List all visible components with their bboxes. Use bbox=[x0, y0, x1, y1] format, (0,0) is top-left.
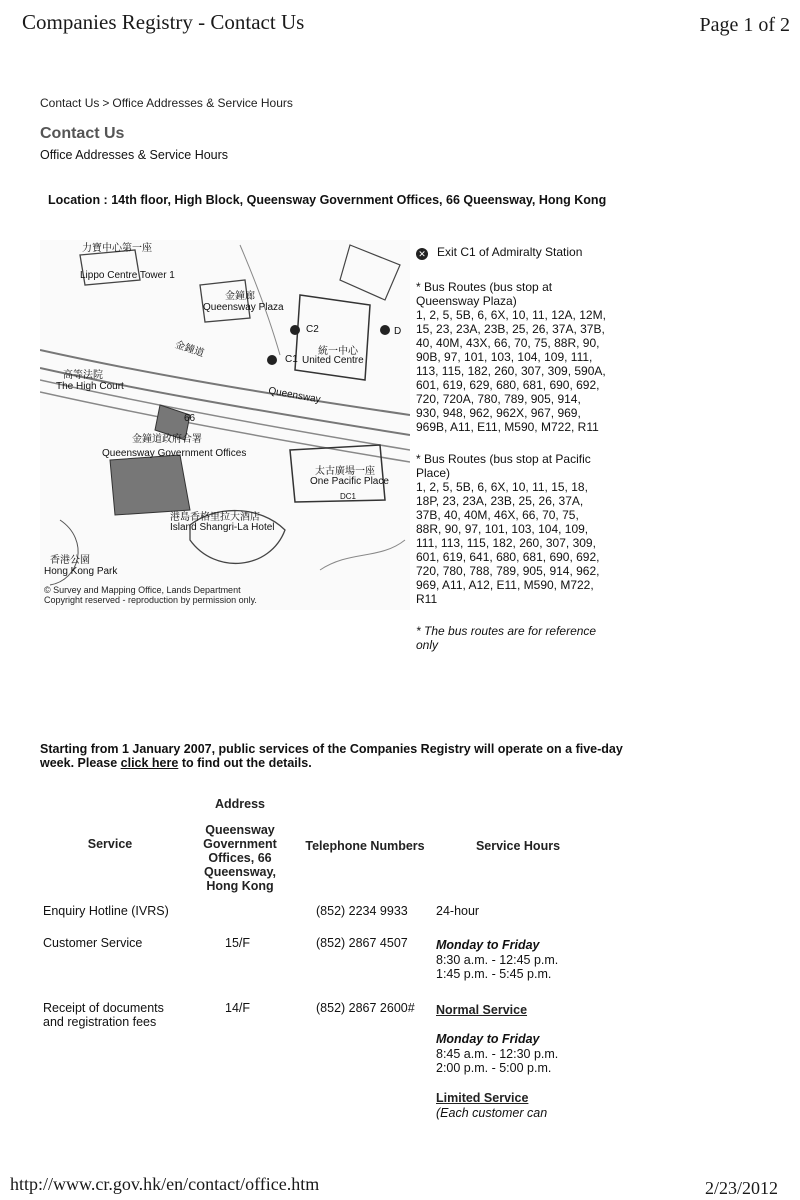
map-label-qgo-en: Queensway Government Offices bbox=[102, 448, 247, 459]
header-address-group: Address bbox=[214, 797, 266, 811]
bus-routes-pacific-list: 1, 2, 5, 5B, 6, 6X, 10, 11, 15, 18, 18P, 23, 23A, 23B, 25, 26, 37A, 37B, 40, 40M, 46X, 66, 70, 75, 88R, 90, 97, 101, 103, 104, 109, 111, 113, 115, 182, 260, 307, 309, 601, 619, 641, 680, 681, 690, 692, 720, 780, 788, 789, 905, 914, 962, 969, A11, A12, E11, M590, M722, R11 bbox=[416, 480, 600, 606]
row-receipt-days: Monday to Friday bbox=[436, 1032, 540, 1046]
notice-text-after: to find out the details. bbox=[181, 756, 312, 770]
row-receipt-slot2: 2:00 p.m. - 5:00 p.m. bbox=[436, 1061, 552, 1075]
bus-routes-queensway-title: * Bus Routes (bus stop at Queensway Plaza) bbox=[416, 280, 553, 308]
header-service-hours: Service Hours bbox=[475, 839, 561, 853]
map-label-lippo-en: Lippo Centre Tower 1 bbox=[80, 270, 175, 281]
map-label-66: 66 bbox=[184, 413, 196, 424]
map-label-united-zh: 統一中心 bbox=[318, 346, 358, 357]
mtr-exit-text: Exit C1 of Admiralty Station bbox=[437, 245, 583, 259]
row-customer-floor: 15/F bbox=[225, 936, 251, 950]
row-customer-slot1: 8:30 a.m. - 12:45 p.m. bbox=[436, 953, 559, 967]
map-label-hkpark-en: Hong Kong Park bbox=[44, 566, 118, 577]
map-label-road-zh: 金鐘道 bbox=[173, 339, 206, 360]
map-label-shangrila-en: Island Shangri-La Hotel bbox=[170, 522, 275, 533]
breadcrumb bbox=[40, 96, 293, 110]
map-label-d: D bbox=[394, 326, 402, 337]
notice-text-before: Starting from 1 January 2007, public services of the Companies Registry will operate on a five-day week. Please bbox=[40, 742, 623, 770]
map-label-queensway: Queensway bbox=[267, 385, 322, 406]
map-copyright-line-2: Copyright reserved - reproduction by permission only. bbox=[44, 595, 257, 605]
breadcrumb-separator: > bbox=[102, 96, 110, 110]
mtr-icon: ✕ bbox=[416, 248, 428, 260]
bus-routes-pacific-title: * Bus Routes (bus stop at Pacific Place) bbox=[416, 452, 591, 480]
map-copyright bbox=[44, 585, 257, 605]
mtr-exit-d-marker bbox=[380, 325, 390, 335]
page-number: Page 1 of 2 bbox=[699, 14, 790, 36]
map-label-opp-zh: 太古廣場一座 bbox=[315, 466, 375, 477]
map-copyright-line-1: © Survey and Mapping Office, Lands Department bbox=[44, 585, 241, 595]
header-address: Queensway Government Offices, 66 Queensway, Hong Kong bbox=[203, 823, 277, 893]
map-label-opp-en: One Pacific Place bbox=[310, 476, 389, 487]
notice-click-here-link[interactable]: click here bbox=[120, 756, 179, 770]
row-receipt-phone: (852) 2867 2600# bbox=[316, 1001, 415, 1015]
map-label-qplaza-en: Queensway Plaza bbox=[203, 302, 284, 313]
map-label-united-en: United Centre bbox=[302, 355, 364, 366]
transport-info bbox=[416, 245, 606, 652]
row-customer-days: Monday to Friday bbox=[436, 938, 540, 952]
map-label-c2: C2 bbox=[306, 324, 319, 335]
page-footer-url: http://www.cr.gov.hk/en/contact/office.htm bbox=[10, 1174, 320, 1194]
row-receipt-slot1: 8:45 a.m. - 12:30 p.m. bbox=[436, 1047, 559, 1061]
page-title: Contact Us bbox=[40, 125, 125, 142]
row-receipt-normal-service[interactable]: Normal Service bbox=[436, 1003, 528, 1017]
page-footer-date: 2/23/2012 bbox=[704, 1178, 778, 1198]
row-customer-slot2: 1:45 p.m. - 5:45 p.m. bbox=[436, 967, 552, 981]
page-header-title: Companies Registry - Contact Us bbox=[22, 10, 305, 34]
header-telephone: Telephone Numbers bbox=[305, 839, 425, 853]
breadcrumb-link-contact[interactable]: Contact Us bbox=[40, 96, 100, 110]
map-label-dc1: DC1 bbox=[340, 492, 357, 501]
map-label-lippo-zh: 力寶中心第一座 bbox=[82, 243, 152, 254]
map-label-hkpark-zh: 香港公園 bbox=[50, 555, 90, 566]
map-label-highcourt-en: The High Court bbox=[56, 381, 124, 392]
five-day-week-notice bbox=[40, 742, 630, 770]
mtr-exit-c1-marker bbox=[267, 355, 277, 365]
map-label-qplaza-zh: 金鐘廊 bbox=[225, 291, 255, 302]
header-service: Service bbox=[87, 837, 133, 851]
row-receipt-service: Receipt of documents and registration fees bbox=[43, 1001, 164, 1029]
map-label-c1: C1 bbox=[285, 354, 298, 365]
page-subtitle: Office Addresses & Service Hours bbox=[40, 148, 229, 162]
map-label-shangrila-zh: 港島香格里拉大酒店 bbox=[170, 512, 260, 523]
bus-routes-queensway-list: 1, 2, 5, 5B, 6, 6X, 10, 11, 12A, 12M, 15, 23, 23A, 23B, 25, 26, 37A, 37B, 40, 40M, 43X, 66, 70, 75, 88R, 90, 90B, 97, 101, 103, 104, 109, 111, 113, 115, 182, 260, 307, 309, 590A, 601, 619, 629, 680, 681, 690, 692, 720, 720A, 780, 789, 905, 914, 930, 948, 962, 962X, 967, 969, 969B, A11, E11, M590, M722, R11 bbox=[416, 308, 606, 434]
bus-routes-note: * The bus routes are for reference only bbox=[416, 624, 597, 652]
location-text: Location : 14th floor, High Block, Queensway Government Offices, 66 Queensway, Hong Kong bbox=[48, 193, 607, 207]
map-label-qgo-zh: 金鐘道政府合署 bbox=[132, 434, 202, 445]
row-hotline-hours: 24-hour bbox=[436, 904, 480, 918]
row-customer-phone: (852) 2867 4507 bbox=[316, 936, 408, 950]
row-receipt-limited-note: (Each customer can bbox=[436, 1106, 548, 1120]
mtr-exit-c2-marker bbox=[290, 325, 300, 335]
row-receipt-floor: 14/F bbox=[225, 1001, 251, 1015]
breadcrumb-current: Office Addresses & Service Hours bbox=[112, 96, 293, 110]
map-label-highcourt-zh: 高等法院 bbox=[63, 370, 103, 381]
row-customer-service: Customer Service bbox=[43, 936, 143, 950]
row-hotline-service: Enquiry Hotline (IVRS) bbox=[43, 904, 169, 918]
row-hotline-phone: (852) 2234 9933 bbox=[316, 904, 408, 918]
mtr-exit-info bbox=[416, 245, 606, 260]
location-map bbox=[40, 240, 410, 610]
row-receipt-limited-service[interactable]: Limited Service bbox=[436, 1091, 529, 1105]
